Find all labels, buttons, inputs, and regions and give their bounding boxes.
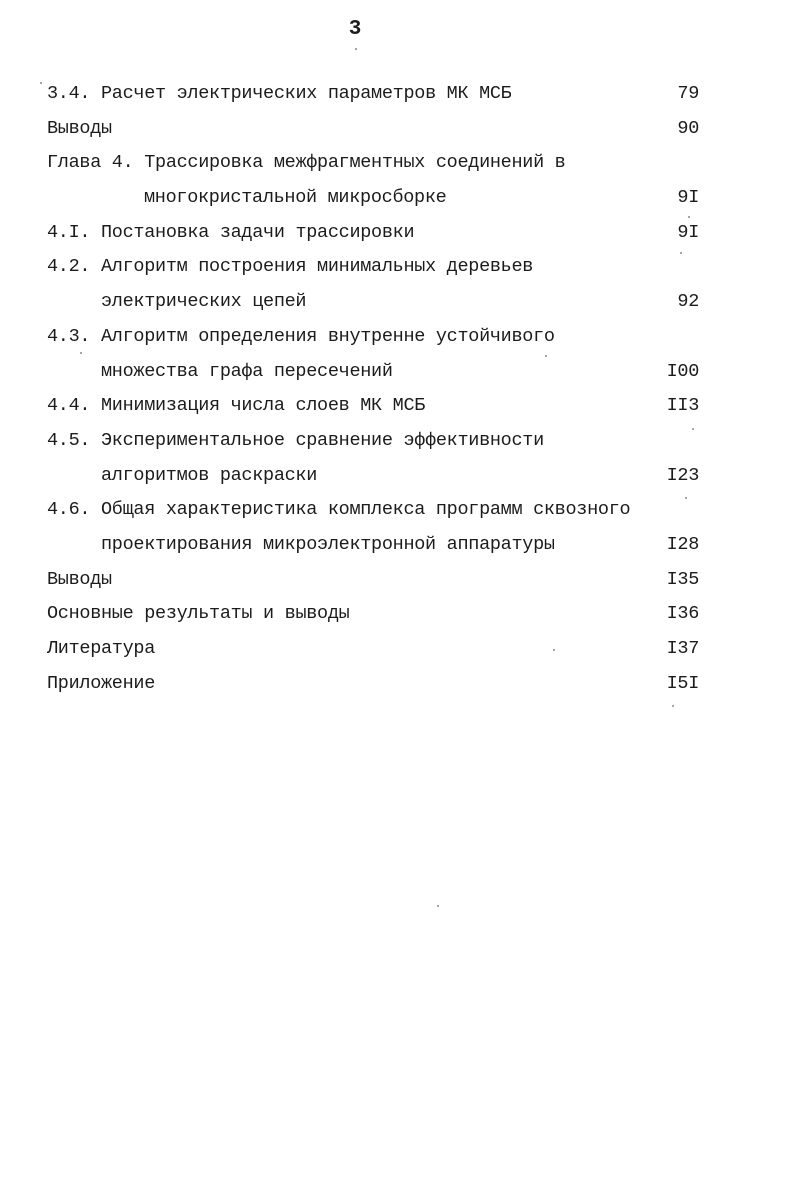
toc-entry-page: I28 (666, 533, 699, 555)
toc-entry-page: 90 (677, 117, 699, 139)
scan-speck (685, 497, 687, 499)
toc-entry-page: I00 (666, 360, 699, 382)
toc-entry-title: Глава 4. Трассировка межфрагментных соединений в (47, 152, 566, 174)
toc-entry-page: 9I (677, 221, 699, 243)
toc-entry-appendix[interactable] (47, 667, 699, 702)
toc-entry-title: 4.6. Общая характеристика комплекса программ сквозного (47, 499, 631, 521)
table-of-contents (47, 77, 699, 701)
toc-entry-page: 9I (677, 187, 699, 209)
scan-speck (355, 48, 357, 50)
toc-entry-literature[interactable] (47, 632, 699, 667)
scan-speck (680, 252, 682, 254)
scan-speck (553, 649, 555, 651)
toc-entry-conclusions-3[interactable] (47, 112, 699, 147)
scan-speck (437, 905, 439, 907)
toc-entry-title: 4.I. Постановка задачи трассировки (47, 221, 415, 243)
toc-entry-4-4[interactable] (47, 389, 699, 424)
toc-entry-chapter-4[interactable] (47, 146, 699, 181)
toc-entry-title: Литература (47, 638, 156, 659)
toc-entry-4-6-cont[interactable] (47, 528, 699, 563)
toc-entry-page: 79 (677, 83, 699, 104)
toc-entry-title: 4.4. Минимизация числа слоев МК МСБ (47, 395, 426, 417)
toc-entry-conclusions-4[interactable] (47, 563, 699, 598)
toc-entry-page: I37 (666, 638, 699, 659)
toc-entry-chapter-4-cont[interactable] (47, 181, 699, 216)
toc-entry-4-2[interactable] (47, 250, 699, 285)
scan-speck (545, 355, 547, 357)
toc-entry-title: Основные результаты и выводы (47, 603, 350, 625)
toc-entry-4-5-cont[interactable] (47, 459, 699, 494)
toc-entry-4-6[interactable] (47, 493, 699, 528)
scan-speck (40, 82, 42, 84)
toc-entry-title: множества графа пересечений (101, 360, 393, 382)
toc-entry-title: алгоритмов раскраски (101, 464, 318, 486)
page-number: 3 (348, 18, 362, 41)
scan-speck (688, 216, 690, 218)
scan-speck (672, 705, 674, 707)
toc-entry-title: 4.5. Экспериментальное сравнение эффективности (47, 429, 544, 451)
toc-entry-page: I35 (666, 568, 699, 590)
toc-entry-3-4[interactable] (47, 77, 699, 112)
toc-entry-4-3[interactable] (47, 320, 699, 355)
toc-entry-page: I23 (666, 464, 699, 486)
toc-entry-main-results[interactable] (47, 597, 699, 632)
toc-entry-title: многокристальной микросборке (144, 187, 447, 209)
toc-entry-title: 3.4. Расчет электрических параметров МК МСБ (47, 83, 512, 104)
toc-entry-page: 92 (677, 291, 699, 313)
toc-entry-page: II3 (666, 395, 699, 417)
toc-entry-4-3-cont[interactable] (47, 355, 699, 390)
toc-entry-page: I5I (666, 672, 699, 694)
toc-entry-title: проектирования микроэлектронной аппаратуры (101, 533, 555, 555)
toc-entry-title: Выводы (47, 117, 112, 139)
scan-speck (692, 428, 694, 430)
toc-entry-4-2-cont[interactable] (47, 285, 699, 320)
toc-entry-title: Приложение (47, 672, 156, 694)
toc-entry-4-1[interactable] (47, 216, 699, 251)
scan-speck (80, 352, 82, 354)
toc-entry-page: I36 (666, 603, 699, 625)
toc-entry-title: электрических цепей (101, 291, 307, 313)
toc-entry-title: 4.2. Алгоритм построения минимальных деревьев (47, 256, 534, 278)
toc-entry-title: 4.3. Алгоритм определения внутренне устойчивого (47, 325, 555, 347)
toc-entry-4-5[interactable] (47, 424, 699, 459)
toc-entry-title: Выводы (47, 568, 112, 590)
